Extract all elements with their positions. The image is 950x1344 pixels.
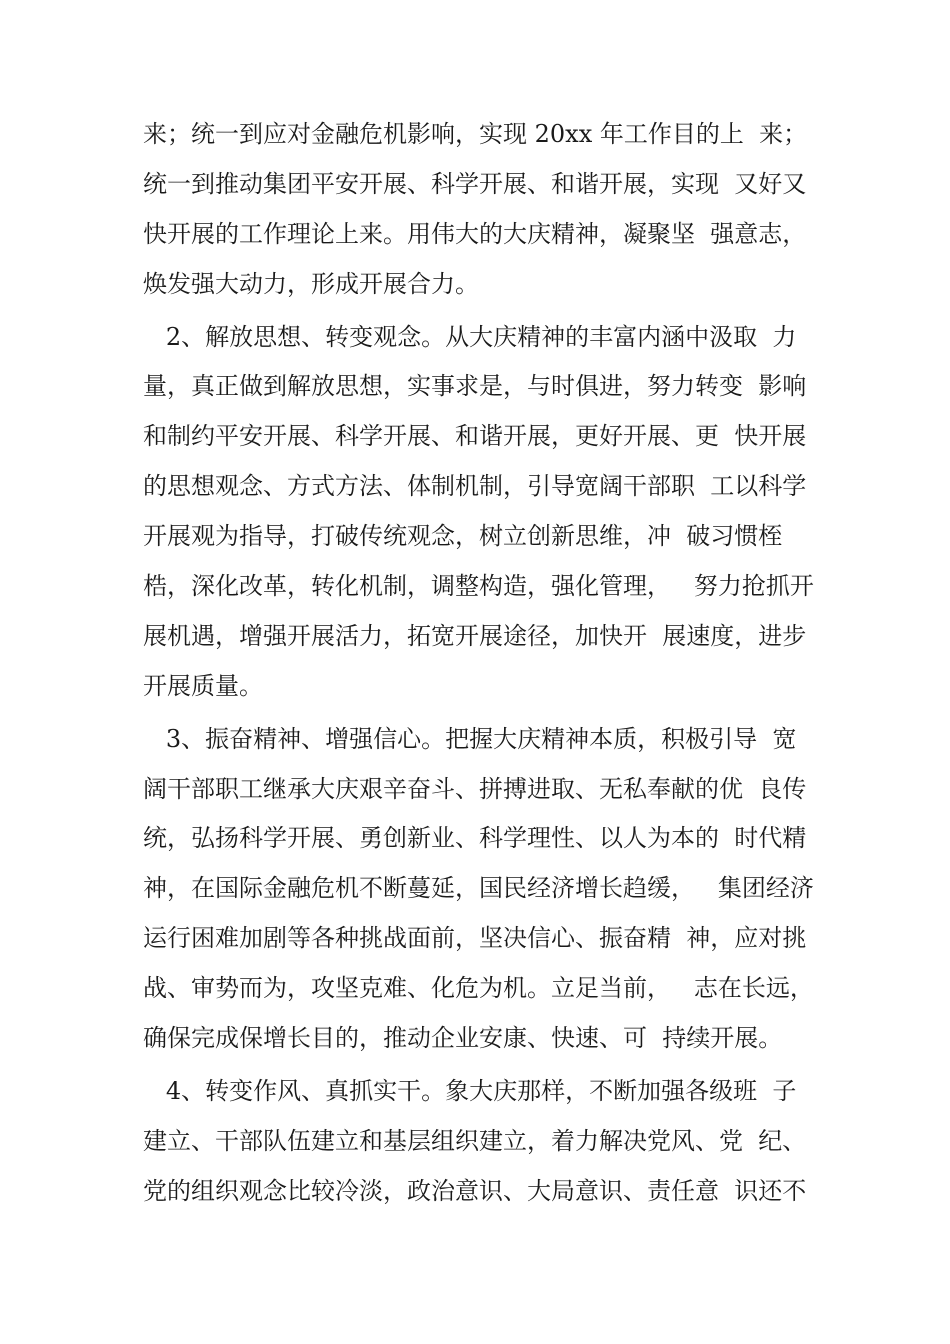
text-line: 开展质量。 — [143, 671, 263, 700]
text-line: 3、振奋精神、增强信心。把握大庆精神本质，积极引导 宽 — [143, 724, 797, 753]
text-line: 统一到推动集团平安开展、科学开展、和谐开展，实现 又好又 — [143, 169, 807, 198]
text-line: 神，在国际金融危机不断蔓延，国民经济增长趋缓， 集团经济 — [143, 874, 814, 903]
text-line: 展机遇，增强开展活力，拓宽开展途径，加快开 展速度，进步 — [143, 621, 807, 650]
text-line: 运行困难加剧等各种挑战面前，坚决信心、振奋精 神，应对挑 — [143, 924, 807, 953]
text-line: 的思想观念、方式方法、体制机制，引导宽阔干部职 工以科学 — [143, 472, 807, 501]
text-line: 来；统一到应对金融危机影响，实现 20xx 年工作目的上 来； — [143, 120, 808, 148]
paragraph-2 — [143, 313, 833, 712]
text-line: 2、解放思想、转变观念。从大庆精神的丰富内涵中汲取 力 — [143, 322, 797, 351]
text-line: 量，真正做到解放思想，实事求是，与时俱进，努力转变 影响 — [143, 372, 807, 401]
text-line: 统，弘扬科学开展、勇创新业、科学理性、以人为本的 时代精 — [143, 824, 807, 853]
text-line: 阔干部职工继承大庆艰辛奋斗、拼搏进取、无私奉献的优 良传 — [143, 774, 807, 803]
paragraph-continuation — [143, 110, 833, 310]
text-line: 开展观为指导，打破传统观念，树立创新思维，冲 破习惯桎 — [143, 522, 783, 551]
text-line: 战、审势而为，攻坚克难、化危为机。立足当前， 志在长远， — [143, 974, 814, 1003]
text-line: 快开展的工作理论上来。用伟大的大庆精神，凝聚坚 强意志， — [143, 219, 807, 248]
text-line: 建立、干部队伍建立和基层组织建立，着力解决党风、党 纪、 — [143, 1126, 807, 1155]
paragraph-4 — [143, 1067, 833, 1217]
text-line: 确保完成保增长目的，推动企业安康、快速、可 持续开展。 — [143, 1024, 783, 1053]
text-line: 焕发强大动力，形成开展合力。 — [143, 269, 479, 298]
paragraph-3 — [143, 715, 833, 1064]
text-line: 党的组织观念比较冷淡，政治意识、大局意识、责任意 识还不 — [143, 1176, 807, 1205]
document-body — [143, 110, 833, 1220]
text-line: 和制约平安开展、科学开展、和谐开展，更好开展、更 快开展 — [143, 422, 807, 451]
text-line: 4、转变作风、真抓实干。象大庆那样，不断加强各级班 子 — [143, 1076, 797, 1105]
text-line: 梏，深化改革，转化机制，调整构造，强化管理， 努力抢抓开 — [143, 572, 814, 601]
